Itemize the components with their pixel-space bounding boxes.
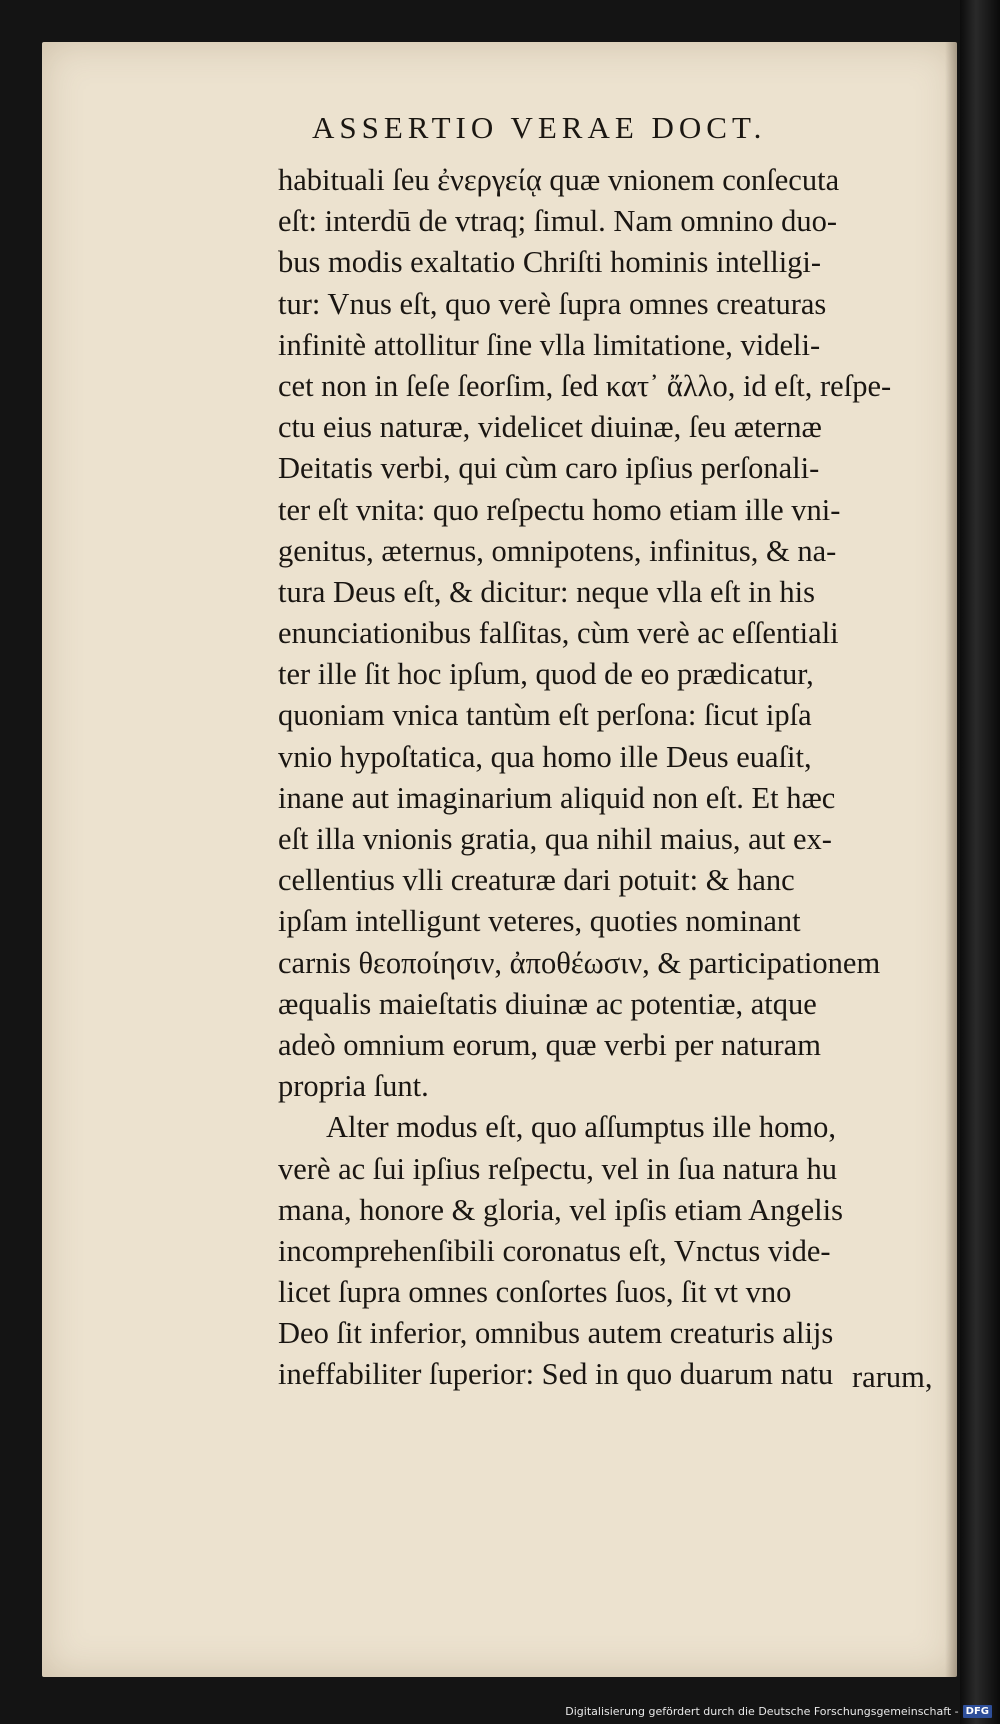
text-line: eſt: interdū de vtraq; ſimul. Nam omnino duo- <box>278 204 838 239</box>
text-line: habituali ſeu ἐνεργείᾳ quæ vnionem conſecuta <box>278 163 840 197</box>
text-line: bus modis exaltatio Chriſti hominis intelligi- <box>278 245 822 280</box>
text-line: cellentius vlli creaturæ dari potuit: & hanc <box>278 863 795 898</box>
catchword: rarum, <box>852 1360 933 1394</box>
text-line: vnio hypoſtatica, qua homo ille Deus euaſit, <box>278 739 812 774</box>
text-line: carnis θεοποίησιν, ἀποθέωσιν, & participationem <box>278 945 881 980</box>
text-line: ter eſt vnita: quo reſpectu homo etiam ille vni- <box>278 492 841 527</box>
book-page <box>42 42 957 1677</box>
text-line: ctu eius naturæ, videlicet diuinæ, ſeu æternæ <box>278 410 822 445</box>
paragraph-start-line: Alter modus eſt, quo aſſumptus ille homo, <box>326 1110 836 1145</box>
text-line: æqualis maieſtatis diuinæ ac potentiæ, atque <box>278 986 817 1021</box>
text-line: tur: Vnus eſt, quo verè ſupra omnes creaturas <box>278 286 827 321</box>
running-head: ASSERTIO VERAE DOCT. <box>312 110 767 145</box>
text-line: inane aut imaginarium aliquid non eſt. Et hæc <box>278 780 836 815</box>
text-block <box>278 160 982 1396</box>
text-line: genitus, æternus, omnipotens, infinitus, & na- <box>278 533 837 568</box>
text-line: incomprehenſibili coronatus eſt, Vnctus vide- <box>278 1233 831 1268</box>
text-line: ineffabiliter ſuperior: Sed in quo duarum natu <box>278 1357 834 1392</box>
credit-text: Digitalisierung gefördert durch die Deutsche Forschungsgemeinschaft - <box>565 1705 959 1718</box>
text-line: tura Deus eſt, & dicitur: neque vlla eſt in his <box>278 574 816 609</box>
text-line: ipſam intelligunt veteres, quoties nominant <box>278 904 801 939</box>
text-line: infinitè attollitur ſine vlla limitatione, videli- <box>278 327 821 362</box>
text-line: adeò omnium eorum, quæ verbi per naturam <box>278 1027 821 1062</box>
text-line: cet non in ſeſe ſeorſim, ſed κατ᾽ ἄλλο, id eſt, reſpe- <box>278 368 892 403</box>
text-line: Deo ſit inferior, omnibus autem creaturis alijs <box>278 1316 834 1351</box>
text-line: quoniam vnica tantùm eſt perſona: ſicut ipſa <box>278 698 812 733</box>
text-line: ter ille ſit hoc ipſum, quod de eo prædicatur, <box>278 657 814 692</box>
text-line: eſt illa vnionis gratia, qua nihil maius, aut ex- <box>278 822 832 856</box>
text-line: verè ac ſui ipſius reſpectu, vel in ſua natura hu <box>278 1151 837 1186</box>
text-line: mana, honore & gloria, vel ipſis etiam Angelis <box>278 1192 843 1227</box>
text-line: licet ſupra omnes conſortes ſuos, ſit vt vno <box>278 1275 792 1310</box>
text-line: enunciationibus falſitas, cùm verè ac eſſentiali <box>278 616 839 651</box>
text-line: propria ſunt. <box>278 1069 429 1104</box>
digitization-credit <box>565 1705 992 1718</box>
text-line: Deitatis verbi, qui cùm caro ipſius perſonali- <box>278 451 820 486</box>
dfg-logo: DFG <box>963 1705 992 1718</box>
